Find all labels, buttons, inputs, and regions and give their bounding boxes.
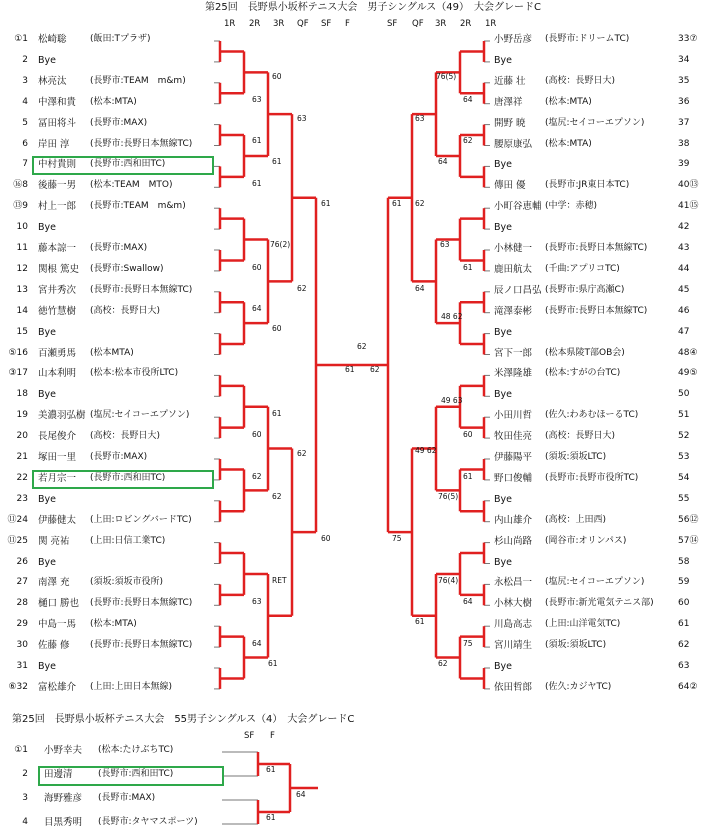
player-name: 依田哲郎 (494, 681, 533, 693)
player-seed: 42 (678, 222, 690, 233)
player-name: 南澤 充 (38, 577, 70, 589)
player-seed: 35 (678, 75, 690, 86)
player-seed: 22 (16, 472, 28, 483)
player-name: 長尾俊介 (38, 431, 77, 443)
player-affiliation: (長野市:TEAM m&m) (90, 75, 186, 86)
player-name: 山本利明 (38, 368, 77, 380)
player-seed: 44 (678, 263, 690, 274)
player-name: 米澤隆雄 (494, 368, 533, 380)
player-name: 塚田一里 (38, 452, 77, 463)
player-affiliation: (須坂:須坂市役所) (90, 577, 164, 588)
player-name: 美濃羽弘樹 (38, 410, 86, 422)
left-round-header: F (345, 19, 350, 29)
player-name: 宮井秀次 (38, 284, 77, 296)
right-score: 64 (463, 597, 473, 606)
player-seed: 14 (16, 305, 28, 316)
player-affiliation: (長野市:MAX) (90, 243, 148, 253)
player-affiliation: (中学：赤穂) (545, 201, 598, 212)
player-name: 内山雄介 (494, 514, 533, 526)
final-score: 61 (345, 365, 355, 374)
player-affiliation: (上田:上田日本無線) (90, 681, 173, 692)
player-name: 近藤 壮 (494, 75, 526, 87)
player-name: 永松昌一 (494, 577, 533, 589)
player-name: 若月宗一 (38, 472, 77, 484)
right-score: 62 (415, 199, 425, 208)
right-score: 60 (463, 430, 473, 439)
player-seed: 34 (678, 54, 690, 65)
right-round-header: QF (412, 19, 424, 29)
left-score: 63 (252, 597, 262, 606)
right-score: 62 (438, 659, 448, 668)
player-name: 後藤一男 (38, 180, 77, 192)
player-affiliation: (飯田:Tプラザ) (90, 34, 151, 44)
player-affiliation: (塩尻:セイコーエプソン) (545, 117, 645, 128)
player-affiliation: (松本:MTA) (90, 619, 137, 630)
right-score: 49 62 (415, 446, 437, 455)
player-affiliation: (長野市:JR東日本TC) (545, 180, 630, 191)
player-name: 鹿田航太 (494, 263, 533, 275)
left-score: 61 (268, 659, 278, 668)
player-affiliation: (長野市:長野日本無線TC) (545, 243, 648, 253)
player-name: 藤本諒一 (38, 243, 77, 254)
player-name: 富松雄介 (38, 681, 77, 693)
left-score: 62 (272, 492, 282, 501)
player-seed: 49⑤ (678, 368, 698, 379)
player-seed: 64② (678, 681, 698, 692)
player-affiliation: (高校：上田西) (545, 514, 607, 525)
player-name: 腰原康弘 (494, 138, 533, 150)
player-affiliation: (千曲:アプリコTC) (545, 263, 620, 274)
left-round-header: 2R (249, 19, 261, 29)
player-seed: 46 (678, 305, 690, 316)
left-score: 61 (321, 199, 331, 208)
player-name: 牧田佳亮 (494, 431, 533, 443)
left-score: 61 (272, 157, 282, 166)
left-score: 64 (252, 304, 262, 313)
player-affiliation: (長野市:MAX) (90, 452, 148, 462)
player-seed: 63 (678, 661, 690, 671)
player-name: Bye (38, 389, 56, 401)
left-score: RET (272, 576, 287, 585)
player-affiliation: (長野市:新光電気テニス部) (545, 598, 654, 609)
player-affiliation: (佐久:カジヤTC) (545, 681, 612, 692)
sub-score: 61 (266, 765, 276, 774)
left-score: 60 (321, 534, 331, 543)
player-seed: 45 (678, 284, 690, 295)
player-affiliation: (松本:MTA) (90, 96, 137, 107)
sub-score: 64 (296, 790, 306, 799)
sub-round-header: SF (244, 731, 255, 741)
player-name: Bye (494, 556, 512, 568)
player-name: 宮川靖生 (494, 640, 533, 652)
player-name: 林亮汰 (38, 75, 67, 87)
player-affiliation: (塩尻:セイコーエプソン) (90, 410, 190, 421)
player-affiliation: (長野市:タヤマスポーツ) (98, 817, 198, 827)
right-score: 61 (392, 199, 402, 208)
left-score: 62 (252, 472, 262, 481)
player-affiliation: (松本:松本市役所LTC) (90, 368, 179, 379)
player-seed: 4 (22, 96, 28, 107)
player-name: 小野岳彦 (494, 34, 533, 45)
player-name: 中島一馬 (38, 619, 77, 631)
player-affiliation: (長野市:Swallow) (90, 263, 164, 274)
player-name: 小野幸夫 (44, 745, 83, 756)
player-affiliation: (須坂:須坂LTC) (545, 640, 607, 651)
right-score: 64 (415, 284, 425, 293)
player-seed: 41⑮ (678, 201, 699, 212)
player-seed: ⑪24 (7, 514, 28, 525)
player-affiliation: (塩尻:セイコーエプソン) (545, 577, 645, 588)
player-seed: 19 (16, 410, 28, 421)
left-round-header: 1R (224, 19, 236, 29)
left-score: 61 (252, 179, 262, 188)
player-seed: 52 (678, 431, 690, 442)
player-affiliation: (松本:すがの台TC) (545, 368, 621, 379)
player-seed: 37 (678, 117, 690, 128)
player-affiliation: (長野市:長野日本無線TC) (545, 305, 648, 316)
right-round-header: SF (387, 19, 398, 29)
right-score: 61 (463, 263, 473, 272)
player-name: Bye (494, 326, 512, 338)
player-seed: 18 (16, 389, 28, 400)
player-seed: 20 (16, 431, 28, 442)
player-name: Bye (494, 389, 512, 401)
sub-round-header: F (270, 731, 275, 741)
player-seed: 59 (678, 577, 690, 588)
player-name: 海野雅彦 (44, 793, 83, 804)
player-seed: 54 (678, 472, 690, 483)
right-score: 63 (415, 114, 425, 123)
player-seed: ①1 (14, 34, 28, 44)
player-seed: 7 (22, 159, 28, 170)
player-seed: 39 (678, 159, 690, 170)
player-seed: 5 (22, 117, 28, 128)
player-seed: 28 (16, 598, 28, 609)
player-seed: 4 (22, 817, 28, 827)
player-seed: 27 (16, 577, 28, 588)
player-seed: 29 (16, 619, 28, 630)
player-seed: 61 (678, 619, 690, 630)
highlight-box (38, 766, 224, 786)
final-score: 62 (357, 342, 367, 351)
player-name: 小林健一 (494, 243, 533, 254)
player-affiliation: (佐久:わあむほーるTC) (545, 410, 639, 421)
left-score: 60 (252, 263, 262, 272)
player-seed: 23 (16, 493, 28, 504)
player-seed: ③17 (8, 368, 28, 379)
player-affiliation: (松本:MTA) (545, 96, 592, 107)
player-seed: ⑯8 (13, 180, 28, 191)
sub-score: 61 (266, 813, 276, 822)
player-affiliation: (上田:日信工業TC) (90, 535, 166, 546)
player-seed: ⑤16 (8, 347, 28, 358)
left-score: 61 (252, 136, 262, 145)
player-affiliation: (松本県陵T部OB会) (545, 347, 625, 358)
player-affiliation: (松本:たけぶちTC) (98, 745, 174, 755)
player-seed: 31 (16, 661, 28, 671)
player-seed: 30 (16, 640, 28, 651)
player-seed: 26 (16, 556, 28, 567)
player-affiliation: (長野市:長野日本無線TC) (90, 640, 193, 651)
player-name: 開野 暁 (494, 117, 526, 129)
right-score: 75 (463, 639, 473, 648)
player-affiliation: (高校：長野日大) (90, 431, 161, 442)
player-affiliation: (高校：長野日大) (545, 75, 616, 86)
left-round-header: SF (321, 19, 332, 29)
player-name: Bye (494, 54, 512, 66)
player-name: 目黒秀明 (44, 817, 83, 828)
player-seed: 47 (678, 326, 690, 337)
left-score: 61 (272, 409, 282, 418)
player-affiliation: (松本:TEAM MTO) (90, 180, 173, 191)
main-title: 第25回 長野県小坂杯テニス大会 男子シングルス（49） 大会グレードC (205, 2, 541, 13)
left-score: 62 (297, 449, 307, 458)
player-name: 松崎聡 (38, 34, 67, 45)
player-affiliation: (上田:山洋電気TC) (545, 619, 621, 630)
left-score: 63 (252, 95, 262, 104)
right-score: 76(4) (438, 576, 459, 585)
player-seed: 48④ (678, 347, 698, 358)
player-name: Bye (38, 54, 56, 66)
player-seed: 51 (678, 410, 690, 421)
player-name: 中澤和貴 (38, 96, 77, 108)
right-score: 48 62 (441, 312, 463, 321)
player-seed: 62 (678, 640, 690, 651)
player-affiliation: (長野市:長野市役所TC) (545, 472, 639, 483)
player-name: 野口俊輔 (494, 472, 533, 484)
player-affiliation: (松本MTA) (90, 347, 134, 358)
player-seed: 58 (678, 556, 690, 567)
player-seed: 36 (678, 96, 690, 107)
player-seed: 3 (22, 793, 28, 803)
player-seed: 13 (16, 284, 28, 295)
player-affiliation: (長野市:長野日本無線TC) (90, 284, 193, 295)
player-name: 伊藤陽平 (494, 452, 533, 463)
player-name: 傳田 優 (494, 180, 526, 192)
player-name: 小田川哲 (494, 410, 533, 422)
player-affiliation: (須坂:須坂LTC) (545, 452, 607, 462)
player-name: 中村貴則 (38, 159, 77, 171)
left-score: 76(2) (270, 240, 291, 249)
player-affiliation: (高校：長野日大) (545, 431, 616, 442)
final-score: 62 (370, 365, 380, 374)
player-name: Bye (38, 493, 56, 505)
player-seed: ⑥32 (8, 681, 28, 692)
player-affiliation: (長野市:MAX) (98, 793, 156, 803)
right-round-header: 2R (460, 19, 472, 29)
player-name: 関 亮祐 (38, 535, 70, 547)
left-score: 60 (272, 324, 282, 333)
right-score: 75 (392, 534, 402, 543)
player-seed: ⑪25 (7, 535, 28, 546)
left-score: 60 (272, 72, 282, 81)
right-score: 64 (463, 95, 473, 104)
player-name: Bye (494, 493, 512, 505)
player-affiliation: (長野市:西和田TC) (90, 159, 166, 170)
right-score: 61 (463, 472, 473, 481)
player-name: 川島高志 (494, 619, 533, 631)
left-score: 63 (297, 114, 307, 123)
player-name: 伊藤健太 (38, 514, 77, 526)
player-seed: 10 (16, 222, 28, 233)
player-seed: 12 (16, 263, 28, 274)
player-affiliation: (長野市:長野日本無線TC) (90, 598, 193, 609)
player-name: 岸田 淳 (38, 138, 70, 150)
player-name: 辰ノ口昌弘 (494, 284, 542, 296)
left-score: 60 (252, 430, 262, 439)
right-score: 64 (438, 157, 448, 166)
left-score: 64 (252, 639, 262, 648)
right-round-header: 1R (485, 19, 497, 29)
player-name: Bye (494, 159, 512, 171)
player-name: 百瀬勇馬 (38, 347, 77, 359)
player-name: Bye (38, 661, 56, 672)
player-affiliation: (長野市:西和田TC) (98, 769, 174, 779)
left-round-header: QF (297, 19, 309, 29)
right-score: 62 (463, 136, 473, 145)
player-seed: 50 (678, 389, 690, 400)
player-name: Bye (38, 326, 56, 338)
player-seed: 55 (678, 493, 690, 504)
player-affiliation: (長野市:県庁高瀬C) (545, 284, 625, 295)
right-score: 76(5) (436, 72, 457, 81)
right-score: 63 (440, 240, 450, 249)
player-name: 杉山尚路 (494, 535, 533, 547)
player-seed: 33⑦ (678, 34, 698, 44)
player-affiliation: (上田:ロビングバードTC) (90, 514, 192, 525)
player-affiliation: (岡谷市:オリンパス) (545, 535, 627, 546)
player-affiliation: (長野市:西和田TC) (90, 472, 166, 483)
player-name: 佐藤 修 (38, 640, 70, 652)
player-name: Bye (494, 661, 512, 672)
sub-title: 第25回 長野県小坂杯テニス大会 55男子シングルス（4） 大会グレードC (12, 714, 355, 725)
player-name: 徳竹慧樹 (38, 305, 77, 317)
player-seed: 40⑬ (678, 180, 699, 191)
player-affiliation: (長野市:ドリームTC) (545, 34, 630, 44)
player-name: 小町谷恵輔 (494, 201, 542, 213)
player-affiliation: (高校：長野日大) (90, 305, 161, 316)
right-score: 61 (415, 617, 425, 626)
left-score: 62 (297, 284, 307, 293)
player-name: 樋口 勝也 (38, 598, 80, 610)
player-name: 関根 篤史 (38, 263, 80, 275)
player-seed: 53 (678, 452, 690, 462)
player-seed: 2 (22, 54, 28, 65)
player-seed: ①1 (14, 745, 28, 755)
player-seed: 15 (16, 326, 28, 337)
player-seed: 3 (22, 75, 28, 86)
player-name: Bye (38, 556, 56, 568)
player-seed: ⑬9 (13, 201, 28, 212)
player-name: 村上一郎 (38, 201, 77, 213)
right-score: 76(5) (438, 492, 459, 501)
player-seed: 21 (16, 452, 28, 462)
player-affiliation: (長野市:TEAM m&m) (90, 201, 186, 212)
player-name: 宮下一郎 (494, 347, 533, 359)
player-seed: 6 (22, 138, 28, 149)
player-seed: 43 (678, 243, 690, 253)
player-affiliation: (松本:MTA) (545, 138, 592, 149)
right-score: 49 63 (441, 396, 463, 405)
player-seed: 38 (678, 138, 690, 149)
player-seed: 56⑫ (678, 514, 699, 525)
player-name: 唐澤祥 (494, 96, 523, 108)
player-seed: 60 (678, 598, 690, 609)
player-affiliation: (長野市:長野日本無線TC) (90, 138, 193, 149)
left-round-header: 3R (273, 19, 285, 29)
player-name: 滝澤泰彬 (494, 305, 533, 317)
player-seed: 57⑭ (678, 535, 699, 546)
player-affiliation: (長野市:MAX) (90, 117, 148, 128)
right-round-header: 3R (435, 19, 447, 29)
player-seed: 2 (22, 769, 28, 779)
player-name: 冨田将斗 (38, 117, 77, 129)
player-name: Bye (38, 222, 56, 234)
player-name: 田邊清 (44, 769, 73, 780)
player-name: Bye (494, 222, 512, 234)
player-name: 小林大樹 (494, 598, 533, 610)
player-seed: 11 (16, 243, 28, 253)
